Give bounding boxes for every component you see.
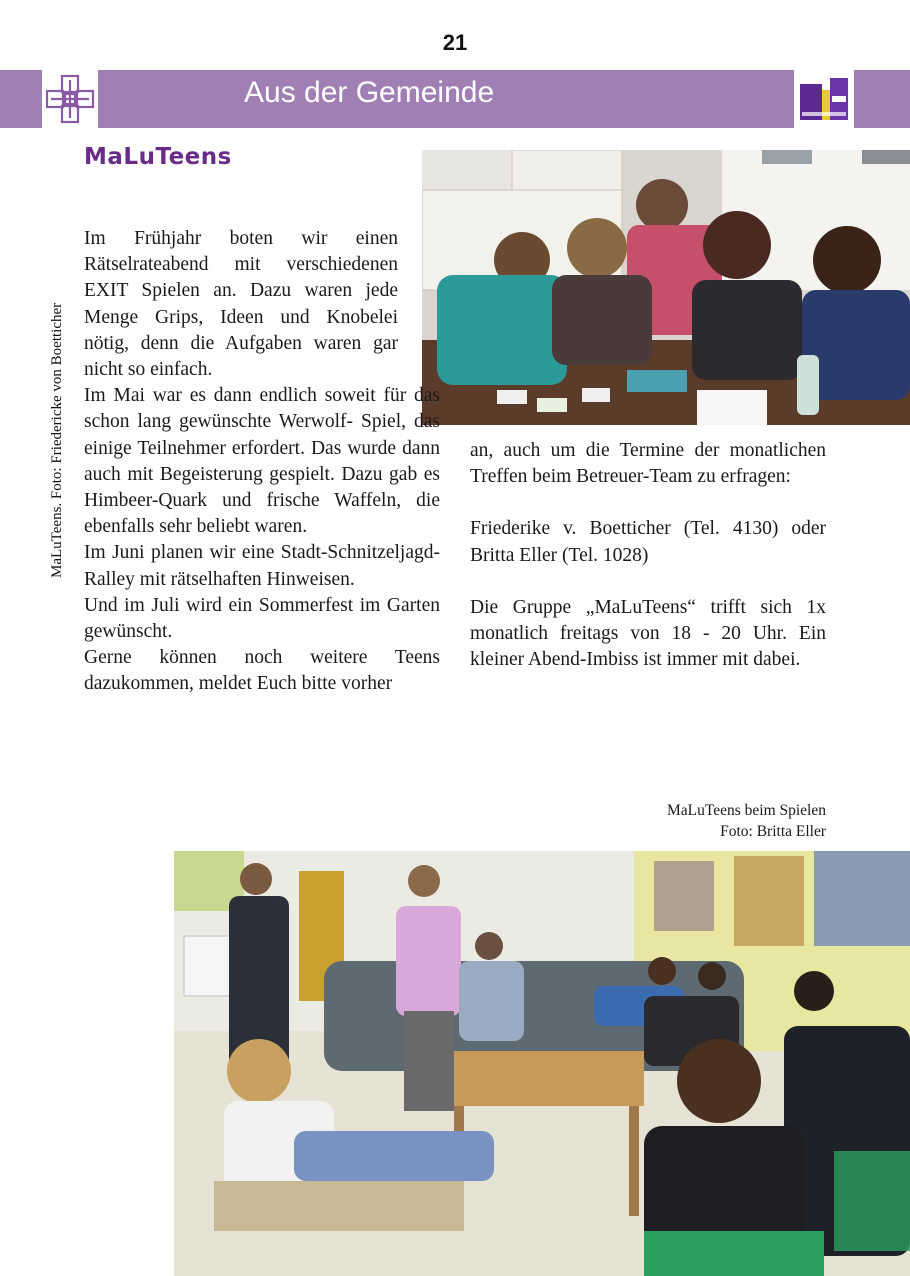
paragraph-july-summer-party: Und im Juli wird ein Sommerfest im Garten gewünscht. (84, 594, 440, 643)
paragraph-june-rally: Im Juni planen wir eine Stadt-Schnitzeljagd-Ralley mit rätselhaften Hinweisen. (84, 542, 440, 590)
article-column-left (84, 226, 440, 698)
photo-caption (667, 800, 826, 842)
article-heading: MaLuTeens (84, 144, 232, 170)
caption-title: MaLuTeens beim Spielen (666, 802, 826, 819)
parish-logo (794, 70, 854, 128)
paragraph-contact-intro: an, auch um die Termine der monatlichen Treffen beim Betreuer-Team zu erfragen: (470, 440, 826, 488)
paragraph-werwolf: Im Mai war es dann endlich soweit für das schon lang gewünschte Werwolf- Spiel, das einige Teilnehmer erfordert. Das wurde dann auch mit Begeisterung gespielt. Dazu gab es Himbeer-Quark und frische Waffeln, die ebenfalls sehr beliebt waren. (84, 385, 440, 538)
paragraph-contacts: Friederike v. Boetticher (Tel. 4130) oder Britta Eller (Tel. 1028) (470, 518, 826, 566)
paragraph-exit-games: Im Frühjahr boten wir einen Rätselrateabend mit verschiedenen EXIT Spielen an. Dazu waren jede Menge Grips, Ideen und Knobelei nötig, denn die Aufgaben waren gar nicht so einfach. (84, 228, 398, 381)
photo-group-playing (174, 851, 910, 1276)
photo-teens-exit-game (422, 150, 910, 425)
church-cross-logo (42, 70, 98, 128)
caption-credit: Foto: Britta Eller (720, 823, 826, 840)
paragraph-meeting-times: Die Gruppe „MaLuTeens“ trifft sich 1x monatlich freitags von 18 - 20 Uhr. Ein kleiner Abend-Imbiss ist immer mit dabei. (470, 596, 826, 671)
article-column-right (470, 438, 826, 673)
photo-credit-vertical: MaLuTeens. Foto: Friedericke von Boetticher (49, 302, 65, 578)
paragraph-invitation: Gerne können noch weitere Teens dazukommen, meldet Euch bitte vorher (84, 647, 440, 695)
section-header-title: Aus der Gemeinde (244, 76, 495, 109)
page-number: 21 (442, 30, 468, 55)
